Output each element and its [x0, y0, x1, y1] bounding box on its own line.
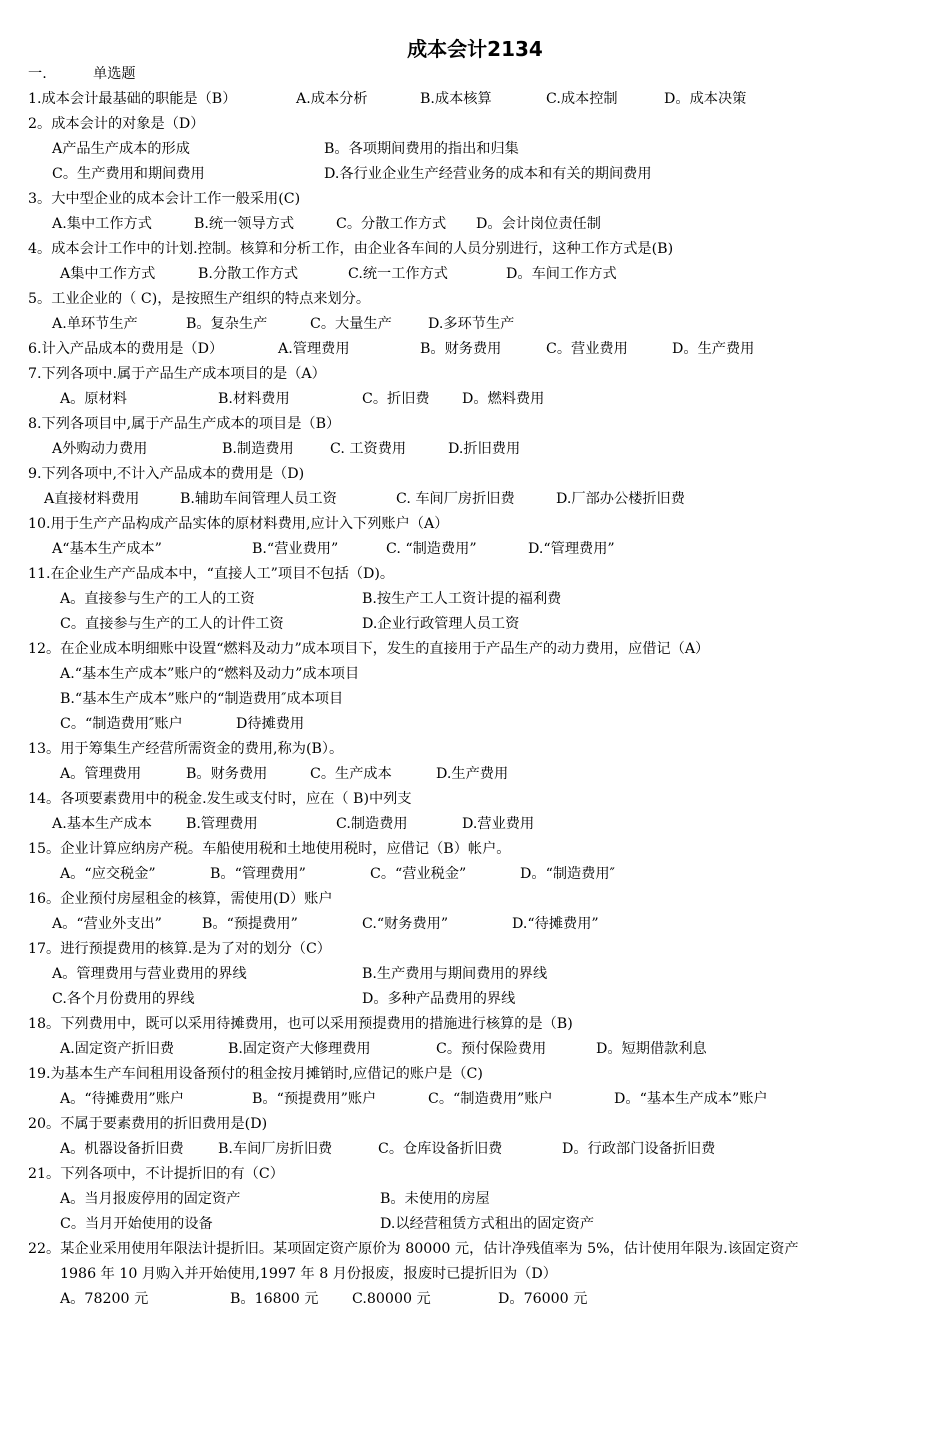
- option-d: D.企业行政管理人员工资: [362, 616, 520, 632]
- question-text: 6.计入产品成本的费用是（D）: [28, 341, 224, 357]
- option-d: D。会计岗位责任制: [476, 216, 601, 232]
- option-row: [52, 437, 932, 461]
- question-stem: 11.在企业生产产品成本中，“直接人工”项目不包括（D)。: [28, 566, 395, 582]
- option-b: B.“基本生产成本”账户的“制造费用″成本项目: [60, 691, 344, 707]
- option-a: A。原材料: [60, 391, 127, 407]
- question-stem: 13。用于筹集生产经营所需资金的费用,称为(B）。: [28, 741, 344, 757]
- option-b: B.材料费用: [218, 391, 290, 407]
- option-c: C.各个月份费用的界线: [52, 991, 195, 1007]
- question-stem-continued: 1986 年 10 月购入并开始使用,1997 年 8 月份报废，报废时已提折旧为（D）: [60, 1266, 557, 1282]
- question-stem: 9.下列各项中,不计入产品成本的费用是（D): [28, 466, 305, 482]
- question-stem: 2。成本会计的对象是（D）: [28, 116, 205, 132]
- option-b: B.辅助车间管理人员工资: [180, 491, 337, 507]
- question-stem: 12。在企业成本明细账中设置“燃料及动力”成本项目下，发生的直接用于产品生产的动力费用，应借记（A）: [28, 641, 710, 657]
- option-row: [60, 1137, 930, 1161]
- option-c: C。分散工作方式: [336, 216, 447, 232]
- option-row: [60, 262, 930, 286]
- option-a: A。“待摊费用”账户: [60, 1091, 185, 1107]
- option-b: B.按生产工人工资计提的福利费: [362, 591, 562, 607]
- option-a: A。78200 元: [60, 1291, 149, 1307]
- option-row: [52, 912, 932, 936]
- option-a: A。直接参与生产的工人的工资: [60, 591, 255, 607]
- option-a: A.基本生产成本: [52, 816, 152, 832]
- question-text: 1.成本会计最基础的职能是（B）: [28, 91, 237, 107]
- option-c: C.成本控制: [546, 91, 618, 107]
- option-d: D.厂部办公楼折旧费: [556, 491, 685, 507]
- option-a: A.固定资产折旧费: [60, 1041, 175, 1057]
- option-b: B。财务费用: [186, 766, 268, 782]
- option-d: D。车间工作方式: [506, 266, 617, 282]
- option-row: [52, 537, 932, 561]
- section-name: 单选题: [93, 66, 136, 82]
- option-d: D.“管理费用”: [528, 541, 615, 557]
- option-b: B.统一领导方式: [194, 216, 295, 232]
- option-b: B.车间厂房折旧费: [218, 1141, 333, 1157]
- option-c: C。生产费用和期间费用: [52, 166, 205, 182]
- option-row: [52, 987, 932, 1011]
- option-row: [44, 487, 934, 511]
- option-b: B.“营业费用”: [252, 541, 339, 557]
- option-row: [52, 162, 932, 186]
- option-b: B.制造费用: [222, 441, 294, 457]
- option-a: A.成本分析: [296, 91, 368, 107]
- option-d: D.以经营租赁方式租出的固定资产: [380, 1216, 595, 1232]
- question-stem: 3。大中型企业的成本会计工作一般采用(C): [28, 191, 301, 207]
- option-b: B。未使用的房屋: [380, 1191, 490, 1207]
- option-d: D.各行业企业生产经营业务的成本和有关的期间费用: [324, 166, 652, 182]
- question-stem: 14。各项要素费用中的税金.发生或支付时，应在（ B)中列支: [28, 791, 412, 807]
- option-a: A。“营业外支出”: [52, 916, 162, 932]
- option-b: B。16800 元: [230, 1291, 319, 1307]
- option-a: A“基本生产成本”: [52, 541, 162, 557]
- option-a: A集中工作方式: [60, 266, 156, 282]
- option-b: B.生产费用与期间费用的界线: [362, 966, 548, 982]
- option-a: A产品生产成本的形成: [52, 141, 190, 157]
- document-title: 成本会计2134: [407, 37, 543, 61]
- question-stem: 21。下列各项中，不计提折旧的有（C）: [28, 1166, 284, 1182]
- option-d: D。燃料费用: [462, 391, 545, 407]
- question-stem: 16。企业预付房屋租金的核算，需使用(D）账户: [28, 891, 333, 907]
- option-row: [60, 1087, 940, 1111]
- option-b: B.成本核算: [420, 91, 492, 107]
- option-d: D待摊费用: [236, 716, 305, 732]
- option-c: C。大量生产: [310, 316, 392, 332]
- question-stem: 22。某企业采用使用年限法计提折旧。某项固定资产原价为 80000 元，估计净残值率为 5%，估计使用年限为.该固定资产: [28, 1241, 799, 1257]
- option-d: D.多环节生产: [428, 316, 515, 332]
- option-c: C。直接参与生产的工人的计件工资: [60, 616, 284, 632]
- option-c: C。仓库设备折旧费: [378, 1141, 503, 1157]
- option-row: [60, 387, 930, 411]
- question-stem: 19.为基本生产车间租用设备预付的租金按月摊销时,应借记的账户是（C): [28, 1066, 483, 1082]
- option-d: D。“基本生产成本”账户: [614, 1091, 768, 1107]
- option-c: C。“制造费用”账户: [428, 1091, 553, 1107]
- option-b: B.管理费用: [186, 816, 258, 832]
- question-stem: 8.下列各项目中,属于产品生产成本的项目是（B）: [28, 416, 341, 432]
- option-d: D.折旧费用: [448, 441, 521, 457]
- option-a: A。管理费用: [60, 766, 142, 782]
- option-row: [60, 587, 930, 611]
- option-d: D.“待摊费用”: [512, 916, 599, 932]
- option-a: A。管理费用与营业费用的界线: [52, 966, 247, 982]
- option-row: [60, 862, 930, 886]
- question-stem: 7.下列各项中.属于产品生产成本项目的是（A）: [28, 366, 326, 382]
- option-b: B。“预提费用”: [202, 916, 298, 932]
- option-c: C. 工资费用: [330, 441, 407, 457]
- option-row: [52, 962, 932, 986]
- section-number: 一.: [28, 66, 47, 82]
- option-c: C.制造费用: [336, 816, 408, 832]
- option-c: C。预付保险费用: [436, 1041, 547, 1057]
- option-c: C. 车间厂房折旧费: [396, 491, 515, 507]
- option-d: D.生产费用: [436, 766, 509, 782]
- option-row: [52, 812, 932, 836]
- option-b: B.分散工作方式: [198, 266, 299, 282]
- option-row: [60, 612, 930, 636]
- option-d: D.营业费用: [462, 816, 535, 832]
- option-c: C。折旧费: [362, 391, 430, 407]
- option-row: [60, 712, 930, 736]
- option-row: [60, 1187, 930, 1211]
- option-d: D。短期借款利息: [596, 1041, 707, 1057]
- option-c: C。“营业税金”: [370, 866, 467, 882]
- option-row: [60, 1037, 930, 1061]
- option-row: [52, 137, 932, 161]
- question-stem: 4。成本会计工作中的计划.控制。核算和分析工作，由企业各车间的人员分别进行，这种工作方式是(B): [28, 241, 674, 257]
- question-stem: [28, 87, 948, 111]
- option-c: C. “制造费用”: [386, 541, 477, 557]
- option-a: A。机器设备折旧费: [60, 1141, 184, 1157]
- option-b: B。“预提费用”账户: [252, 1091, 377, 1107]
- option-a: A直接材料费用: [44, 491, 140, 507]
- option-d: D。生产费用: [672, 341, 755, 357]
- option-row: [60, 1212, 930, 1236]
- option-a: A.单环节生产: [52, 316, 138, 332]
- section-header: [28, 62, 136, 86]
- option-row: [52, 212, 932, 236]
- question-stem: [28, 337, 928, 361]
- option-d: D。行政部门设备折旧费: [562, 1141, 716, 1157]
- option-b: B。财务费用: [420, 341, 502, 357]
- option-a: A。当月报废停用的固定资产: [60, 1191, 241, 1207]
- question-stem: 15。企业计算应纳房产税。车船使用税和土地使用税时，应借记（B）帐户。: [28, 841, 511, 857]
- option-a: A.管理费用: [278, 341, 350, 357]
- option-b: B。“管理费用”: [210, 866, 306, 882]
- option-c: C。当月开始使用的设备: [60, 1216, 213, 1232]
- option-d: D。76000 元: [498, 1291, 588, 1307]
- option-c: C。“制造费用″账户: [60, 716, 183, 732]
- option-c: C.“财务费用”: [362, 916, 449, 932]
- question-stem: 20。不属于要素费用的折旧费用是(D): [28, 1116, 268, 1132]
- question-stem: 18。下列费用中，既可以采用待摊费用，也可以采用预提费用的措施进行核算的是（B): [28, 1016, 573, 1032]
- option-c: C.统一工作方式: [348, 266, 448, 282]
- option-d: D。成本决策: [664, 91, 747, 107]
- option-row: [60, 762, 930, 786]
- option-row: [60, 1287, 930, 1311]
- question-stem: 5。工业企业的（ C)，是按照生产组织的特点来划分。: [28, 291, 371, 307]
- option-row: [52, 312, 932, 336]
- question-stem: 10.用于生产产品构成产品实体的原材料费用,应计入下列账户（A）: [28, 516, 449, 532]
- option-d: D。多种产品费用的界线: [362, 991, 516, 1007]
- option-c: C。营业费用: [546, 341, 628, 357]
- option-b: B.固定资产大修理费用: [228, 1041, 371, 1057]
- question-stem: 17。进行预提费用的核算.是为了对的划分（C）: [28, 941, 331, 957]
- option-b: B。各项期间费用的指出和归集: [324, 141, 519, 157]
- option-a: A.集中工作方式: [52, 216, 152, 232]
- option-b: B。复杂生产: [186, 316, 268, 332]
- option-d: D。“制造费用″: [520, 866, 615, 882]
- option-a: A外购动力费用: [52, 441, 148, 457]
- option-a: A。“应交税金”: [60, 866, 156, 882]
- option-c: C.80000 元: [352, 1291, 431, 1307]
- option-c: C。生产成本: [310, 766, 392, 782]
- option-a: A.“基本生产成本”账户的“燃料及动力”成本项目: [60, 666, 360, 682]
